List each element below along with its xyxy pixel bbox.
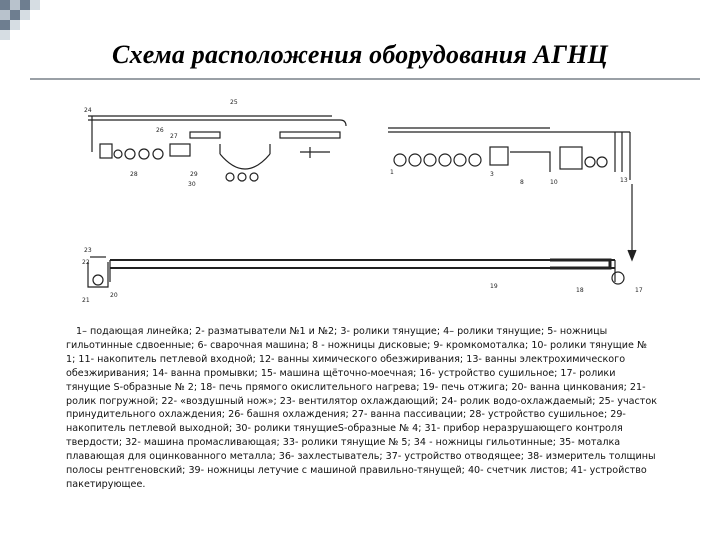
svg-text:13: 13 — [620, 177, 628, 184]
svg-text:28: 28 — [130, 171, 138, 178]
equipment-layout-diagram — [70, 92, 650, 312]
svg-text:19: 19 — [490, 283, 498, 290]
svg-text:18: 18 — [576, 287, 584, 294]
svg-text:21: 21 — [82, 297, 90, 304]
checkered-squares-icon — [0, 0, 60, 40]
svg-text:3: 3 — [490, 171, 494, 178]
svg-text:20: 20 — [110, 292, 118, 299]
svg-text:25: 25 — [230, 99, 238, 106]
svg-text:10: 10 — [550, 179, 558, 186]
svg-text:24: 24 — [84, 107, 92, 114]
svg-text:8: 8 — [520, 179, 524, 186]
page-title: Схема расположения оборудования АГНЦ — [112, 40, 608, 69]
svg-text:27: 27 — [170, 133, 178, 140]
svg-text:1: 1 — [390, 169, 394, 176]
svg-text:17: 17 — [635, 287, 643, 294]
svg-text:22: 22 — [82, 259, 90, 266]
svg-text:23: 23 — [84, 247, 92, 254]
equipment-legend-caption: 1– подающая линейка; 2- разматыватели №1 и №2; 3- ролики тянущие; 4– ролики тянущие; 5- ножницы гильотинные сдвоенные; 6- сварочная машина; 8 - ножницы дисковые; 9- кромкомоталка; 10- ролики тянущие № 1; 11- накопитель петлевой входной; 12- ванны химического обезжиривания; 13- ванны электрохимического обезжиривания; 14- ванна промывки; 15- машина щёточно-моечная; 16- устройство сушильное; 17- ролики тянущие S-образные № 2; 18- печь прямого окислительного нагрева; 19- печь отжига; 20- ванна цинкования; 21- ролик погружной; 22- «воздушный нож»; 23- вентилятор охлаждающий; 24- ролик водо-охлаждаемый; 25- участок принудительного охлаждения; 26- башня охлаждения; 27- ванна пассивации; 28- устройство сушильное; 29- накопитель петлевой выходной; 30- ролики тянущиеS-образные № 4; 31- прибор неразрушающего контроля твердости; 32- машина промасливающая; 33- ролики тянущие № 5; 34 - ножницы гильотинные; 35- моталка плавающая для оцинкованного металла; 36- захлестыватель; 37- устройство отводящее; 38- измеритель толщины полосы рентгеновский; 39- ножницы летучие с машиной правильно-тянущей; 40- счетчик листов; 41- устройство пакетирующее. — [66, 326, 658, 490]
svg-text:29: 29 — [190, 171, 198, 178]
svg-text:30: 30 — [188, 181, 196, 188]
title-divider — [30, 78, 700, 80]
svg-text:26: 26 — [156, 127, 164, 134]
